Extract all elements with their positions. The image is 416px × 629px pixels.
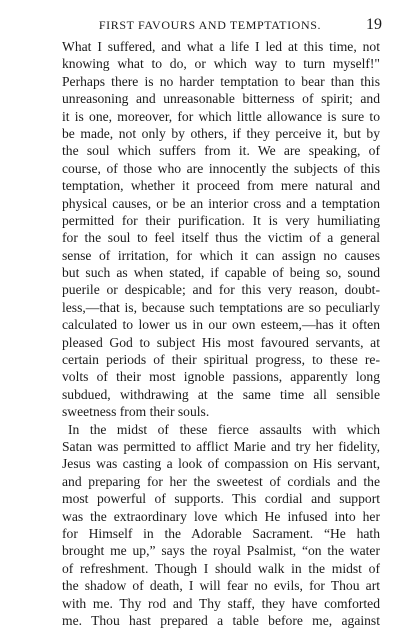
running-head-title: FIRST FAVOURS AND TEMPTATIONS. <box>98 18 322 32</box>
text-line: certain periods of their spiritual progress, to these re- <box>62 352 380 368</box>
text-line: calculated to lower us in our own esteem,—has it often <box>62 317 380 333</box>
text-line: brought me up,” says the royal Psalmist, “on the water <box>62 543 380 559</box>
text-line: What I suffered, and what a life I led at this time, not <box>62 39 380 54</box>
text-line: Perhaps there is no harder temptation to bear than this <box>62 73 380 89</box>
text-line: most powerful of supports. This cordial and support <box>62 491 380 507</box>
text-line: and preparing for her the sweetest of cordials and the <box>62 473 380 489</box>
page-number: 19 <box>366 16 382 33</box>
text-line: volts of their most ignoble passions, apparently long <box>62 369 380 385</box>
text-line: for Himself in the Adorable Sacrament. “He hath <box>62 525 380 541</box>
text-line: course, of those who are innocently the subjects of this <box>62 160 380 176</box>
text-line: the soul which suffers from it. We are speaking, of <box>62 143 380 159</box>
text-line: sense of irritation, for which it can assign no causes <box>62 247 380 263</box>
text-line: Satan was permitted to afflict Marie and try her fidelity, <box>62 438 380 454</box>
text-line: me. Thou hast prepared a table before me, against <box>62 612 380 628</box>
paragraph-first-line: In the midst of these fierce assaults with which <box>68 421 380 437</box>
text-line: permitted for their purification. It is very humiliating <box>62 212 380 228</box>
text-line: pleased God to subject His most favoured servants, at <box>62 334 380 350</box>
text-line: Jesus was casting a look of compassion on His servant, <box>62 456 380 472</box>
text-line: unreasoning and unreasonable bitterness of spirit; and <box>62 91 380 107</box>
text-line: of refreshment. Though I should walk in the midst of <box>62 560 380 576</box>
text-line: temptation, whether it proceed from mere natural and <box>62 178 380 194</box>
running-head <box>62 16 382 34</box>
text-line: was the extraordinary love which He infused into her <box>62 508 380 524</box>
text-line: knowing what to do, or which way to turn myself!" <box>62 56 380 72</box>
text-line: the shadow of death, I will fear no evils, for Thou art <box>62 578 380 594</box>
text-line: be made, not only by others, if they perceive it, but by <box>62 125 380 141</box>
text-line: for the soul to feel itself thus the victim of a general <box>62 230 380 246</box>
text-line: puerile or despicable; and for this very reason, doubt- <box>62 282 380 298</box>
text-line: but such as when stated, if capable of being so, sound <box>62 265 380 281</box>
text-line: it is one, moreover, for which little allowance is sure to <box>62 108 380 124</box>
text-line: subdued, withdrawing at the same time all sensible <box>62 386 380 402</box>
paragraph-last-line: sweetness from their souls. <box>62 404 210 420</box>
body-text <box>62 38 380 629</box>
text-line: physical causes, or be an interior cross and a temptation <box>62 195 380 211</box>
text-line: less,—that is, because such temptations are so peculiarly <box>62 299 380 315</box>
text-line: with me. Thy rod and Thy staff, they have comforted <box>62 595 380 611</box>
